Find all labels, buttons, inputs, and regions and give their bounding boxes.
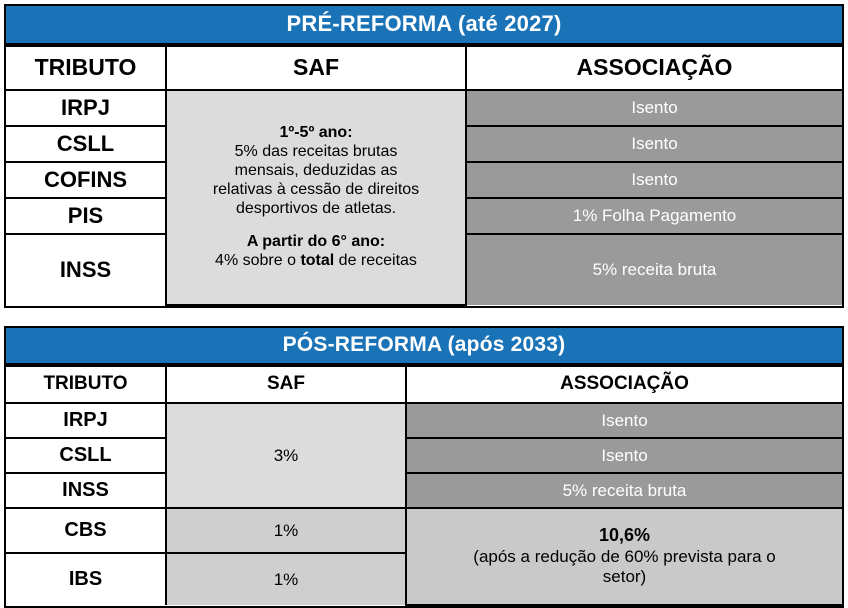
column-header-associacao: ASSOCIAÇÃO (466, 46, 842, 90)
table-pos-reforma-grid (6, 365, 842, 606)
tributo-ibs: IBS (6, 553, 166, 605)
tributo-irpj: IRPJ (6, 90, 166, 126)
tributo-inss: INSS (6, 234, 166, 305)
saf-rule-1-line-3: mensais, deduzidas as (234, 162, 398, 180)
saf-rule-1-line-4: relativas à cessão de direitos (212, 181, 420, 199)
column-header-associacao-2: ASSOCIAÇÃO (406, 366, 842, 403)
saf-rule-1-label: 1º-5º ano: (279, 124, 353, 142)
column-header-tributo-2: TRIBUTO (6, 366, 166, 403)
saf-rule-1-line-2: 5% das receitas brutas (234, 143, 398, 161)
associacao-cbs-ibs-value: 10,6% (598, 525, 651, 546)
table-pos-reforma-title: PÓS-REFORMA (após 2033) (6, 328, 842, 365)
tables-gap (4, 308, 844, 326)
column-header-tributo: TRIBUTO (6, 46, 166, 90)
tributo-cbs: CBS (6, 508, 166, 553)
saf-value-cbs: 1% (166, 508, 406, 553)
table-row (6, 403, 842, 438)
associacao-csll: Isento (466, 126, 842, 162)
table-row-header (6, 46, 842, 90)
saf-value-grouped: 3% (166, 403, 406, 508)
table-row (6, 438, 842, 473)
saf-rule-2-line-1 (177, 233, 455, 252)
tributo-csll-2: CSLL (6, 438, 166, 473)
tributo-irpj-2: IRPJ (6, 403, 166, 438)
saf-rules-divider (177, 219, 455, 233)
associacao-cofins: Isento (466, 162, 842, 198)
saf-rule-2-line-2 (177, 252, 455, 271)
column-header-saf-2: SAF (166, 366, 406, 403)
saf-rule-2-text-bold: total (300, 251, 335, 269)
saf-rule-2-label: A partir do 6° ano: (246, 232, 386, 250)
tributo-inss-2: INSS (6, 473, 166, 508)
tributo-pis: PIS (6, 198, 166, 234)
table-row (6, 473, 842, 508)
table-pre-reforma-grid (6, 45, 842, 306)
associacao-irpj-2: Isento (406, 403, 842, 438)
associacao-irpj: Isento (466, 90, 842, 126)
tributo-csll: CSLL (6, 126, 166, 162)
associacao-cbs-ibs-note-1: (após a redução de 60% prevista para o (473, 546, 776, 566)
saf-rule-1-line-5: desportivos de atletas. (235, 199, 397, 217)
associacao-csll-2: Isento (406, 438, 842, 473)
table-row-header (6, 366, 842, 403)
table-pos-reforma (4, 326, 844, 608)
saf-rule-1-line-1 (177, 124, 455, 143)
saf-rule-2-text-a: 4% sobre o (215, 251, 301, 269)
table-pre-reforma (4, 4, 844, 308)
associacao-inss: 5% receita bruta (466, 234, 842, 305)
column-header-saf: SAF (166, 46, 466, 90)
associacao-cbs-ibs (406, 508, 842, 605)
associacao-cbs-ibs-note-2: setor) (602, 567, 647, 587)
associacao-pis: 1% Folha Pagamento (466, 198, 842, 234)
saf-value-ibs: 1% (166, 553, 406, 605)
table-row (6, 508, 842, 553)
table-pre-reforma-title: PRÉ-REFORMA (até 2027) (6, 6, 842, 45)
saf-rules-cell (166, 90, 466, 305)
table-row (6, 90, 842, 126)
saf-rule-2-text-c: de receitas (334, 251, 417, 269)
tributo-cofins: COFINS (6, 162, 166, 198)
associacao-inss-2: 5% receita bruta (406, 473, 842, 508)
